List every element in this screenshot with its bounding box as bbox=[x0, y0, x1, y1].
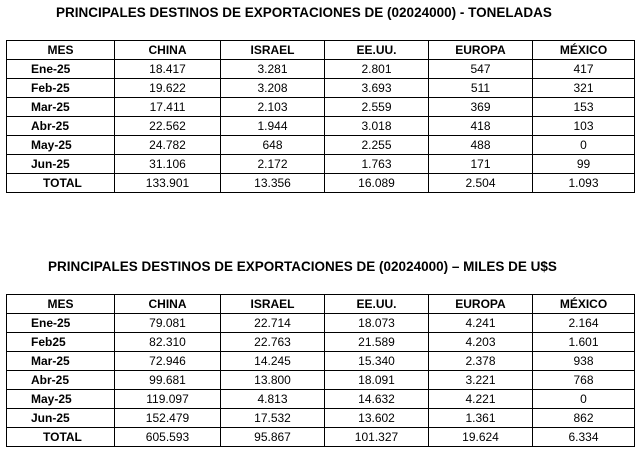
cell-usa: 15.340 bbox=[325, 352, 429, 371]
cell-usa: 101.327 bbox=[325, 428, 429, 447]
cell-israel: 13.356 bbox=[221, 174, 325, 193]
cell-china: 79.081 bbox=[115, 314, 221, 333]
header-row bbox=[7, 41, 635, 60]
table-row bbox=[7, 136, 635, 155]
cell-mexico: 6.334 bbox=[533, 428, 635, 447]
cell-usa: 1.763 bbox=[325, 155, 429, 174]
value-section bbox=[6, 258, 634, 447]
cell-europa: 2.378 bbox=[429, 352, 533, 371]
cell-mexico: 1.093 bbox=[533, 174, 635, 193]
value-table bbox=[6, 294, 635, 447]
cell-usa: 18.073 bbox=[325, 314, 429, 333]
cell-mexico: 938 bbox=[533, 352, 635, 371]
cell-europa: 19.624 bbox=[429, 428, 533, 447]
table-row bbox=[7, 371, 635, 390]
cell-china: 22.562 bbox=[115, 117, 221, 136]
header-cell-mes: MES bbox=[7, 295, 115, 314]
cell-mexico: 0 bbox=[533, 390, 635, 409]
cell-europa: 511 bbox=[429, 79, 533, 98]
cell-china: 152.479 bbox=[115, 409, 221, 428]
cell-usa: 18.091 bbox=[325, 371, 429, 390]
cell-israel: 95.867 bbox=[221, 428, 325, 447]
cell-mexico: 417 bbox=[533, 60, 635, 79]
cell-israel: 22.714 bbox=[221, 314, 325, 333]
cell-europa: 547 bbox=[429, 60, 533, 79]
cell-israel: 3.281 bbox=[221, 60, 325, 79]
cell-mexico: 2.164 bbox=[533, 314, 635, 333]
cell-europa: 4.241 bbox=[429, 314, 533, 333]
header-cell-usa: EE.UU. bbox=[325, 295, 429, 314]
row-month: TOTAL bbox=[7, 174, 115, 193]
cell-china: 82.310 bbox=[115, 333, 221, 352]
cell-mexico: 321 bbox=[533, 79, 635, 98]
header-cell-mes: MES bbox=[7, 41, 115, 60]
cell-europa: 418 bbox=[429, 117, 533, 136]
header-cell-israel: ISRAEL bbox=[221, 41, 325, 60]
cell-europa: 1.361 bbox=[429, 409, 533, 428]
cell-europa: 488 bbox=[429, 136, 533, 155]
cell-mexico: 103 bbox=[533, 117, 635, 136]
cell-usa: 14.632 bbox=[325, 390, 429, 409]
total-row bbox=[7, 174, 635, 193]
header-cell-china: CHINA bbox=[115, 295, 221, 314]
row-month: Jun-25 bbox=[7, 155, 115, 174]
row-month: Abr-25 bbox=[7, 117, 115, 136]
cell-china: 31.106 bbox=[115, 155, 221, 174]
cell-israel: 2.172 bbox=[221, 155, 325, 174]
cell-usa: 2.801 bbox=[325, 60, 429, 79]
cell-israel: 1.944 bbox=[221, 117, 325, 136]
cell-usa: 16.089 bbox=[325, 174, 429, 193]
cell-israel: 22.763 bbox=[221, 333, 325, 352]
cell-europa: 369 bbox=[429, 98, 533, 117]
cell-israel: 14.245 bbox=[221, 352, 325, 371]
cell-usa: 13.602 bbox=[325, 409, 429, 428]
row-month: Ene-25 bbox=[7, 314, 115, 333]
cell-usa: 3.693 bbox=[325, 79, 429, 98]
cell-china: 72.946 bbox=[115, 352, 221, 371]
tonnage-table bbox=[6, 40, 635, 193]
row-month: Feb25 bbox=[7, 333, 115, 352]
row-month: TOTAL bbox=[7, 428, 115, 447]
cell-usa: 3.018 bbox=[325, 117, 429, 136]
cell-china: 99.681 bbox=[115, 371, 221, 390]
table-row bbox=[7, 117, 635, 136]
cell-europa: 4.221 bbox=[429, 390, 533, 409]
cell-usa: 2.559 bbox=[325, 98, 429, 117]
header-row bbox=[7, 295, 635, 314]
table-row bbox=[7, 352, 635, 371]
table-row bbox=[7, 98, 635, 117]
cell-mexico: 768 bbox=[533, 371, 635, 390]
cell-mexico: 99 bbox=[533, 155, 635, 174]
cell-israel: 648 bbox=[221, 136, 325, 155]
header-cell-china: CHINA bbox=[115, 41, 221, 60]
cell-europa: 4.203 bbox=[429, 333, 533, 352]
cell-mexico: 153 bbox=[533, 98, 635, 117]
row-month: Ene-25 bbox=[7, 60, 115, 79]
table-row bbox=[7, 409, 635, 428]
cell-usa: 2.255 bbox=[325, 136, 429, 155]
tonnage-table-title: PRINCIPALES DESTINOS DE EXPORTACIONES DE (02024000) - TONELADAS bbox=[56, 5, 552, 20]
table-row bbox=[7, 79, 635, 98]
header-cell-europa: EUROPA bbox=[429, 295, 533, 314]
cell-israel: 2.103 bbox=[221, 98, 325, 117]
header-cell-mexico: MÉXICO bbox=[533, 295, 635, 314]
row-month: Mar-25 bbox=[7, 98, 115, 117]
table-row bbox=[7, 333, 635, 352]
cell-israel: 3.208 bbox=[221, 79, 325, 98]
table-row bbox=[7, 390, 635, 409]
cell-israel: 13.800 bbox=[221, 371, 325, 390]
table-row bbox=[7, 60, 635, 79]
cell-israel: 4.813 bbox=[221, 390, 325, 409]
table-row bbox=[7, 314, 635, 333]
table-row bbox=[7, 155, 635, 174]
cell-mexico: 862 bbox=[533, 409, 635, 428]
header-cell-usa: EE.UU. bbox=[325, 41, 429, 60]
cell-mexico: 1.601 bbox=[533, 333, 635, 352]
cell-israel: 17.532 bbox=[221, 409, 325, 428]
row-month: Mar-25 bbox=[7, 352, 115, 371]
cell-china: 133.901 bbox=[115, 174, 221, 193]
cell-china: 119.097 bbox=[115, 390, 221, 409]
total-row bbox=[7, 428, 635, 447]
header-cell-mexico: MÉXICO bbox=[533, 41, 635, 60]
cell-europa: 3.221 bbox=[429, 371, 533, 390]
cell-usa: 21.589 bbox=[325, 333, 429, 352]
cell-china: 605.593 bbox=[115, 428, 221, 447]
cell-mexico: 0 bbox=[533, 136, 635, 155]
row-month: Abr-25 bbox=[7, 371, 115, 390]
row-month: May-25 bbox=[7, 390, 115, 409]
header-cell-europa: EUROPA bbox=[429, 41, 533, 60]
row-month: Feb-25 bbox=[7, 79, 115, 98]
row-month: May-25 bbox=[7, 136, 115, 155]
value-table-title: PRINCIPALES DESTINOS DE EXPORTACIONES DE (02024000) – MILES DE U$S bbox=[48, 259, 557, 274]
header-cell-israel: ISRAEL bbox=[221, 295, 325, 314]
row-month: Jun-25 bbox=[7, 409, 115, 428]
cell-europa: 2.504 bbox=[429, 174, 533, 193]
cell-china: 17.411 bbox=[115, 98, 221, 117]
tonnage-section bbox=[6, 4, 634, 193]
cell-china: 19.622 bbox=[115, 79, 221, 98]
cell-china: 24.782 bbox=[115, 136, 221, 155]
cell-china: 18.417 bbox=[115, 60, 221, 79]
cell-europa: 171 bbox=[429, 155, 533, 174]
